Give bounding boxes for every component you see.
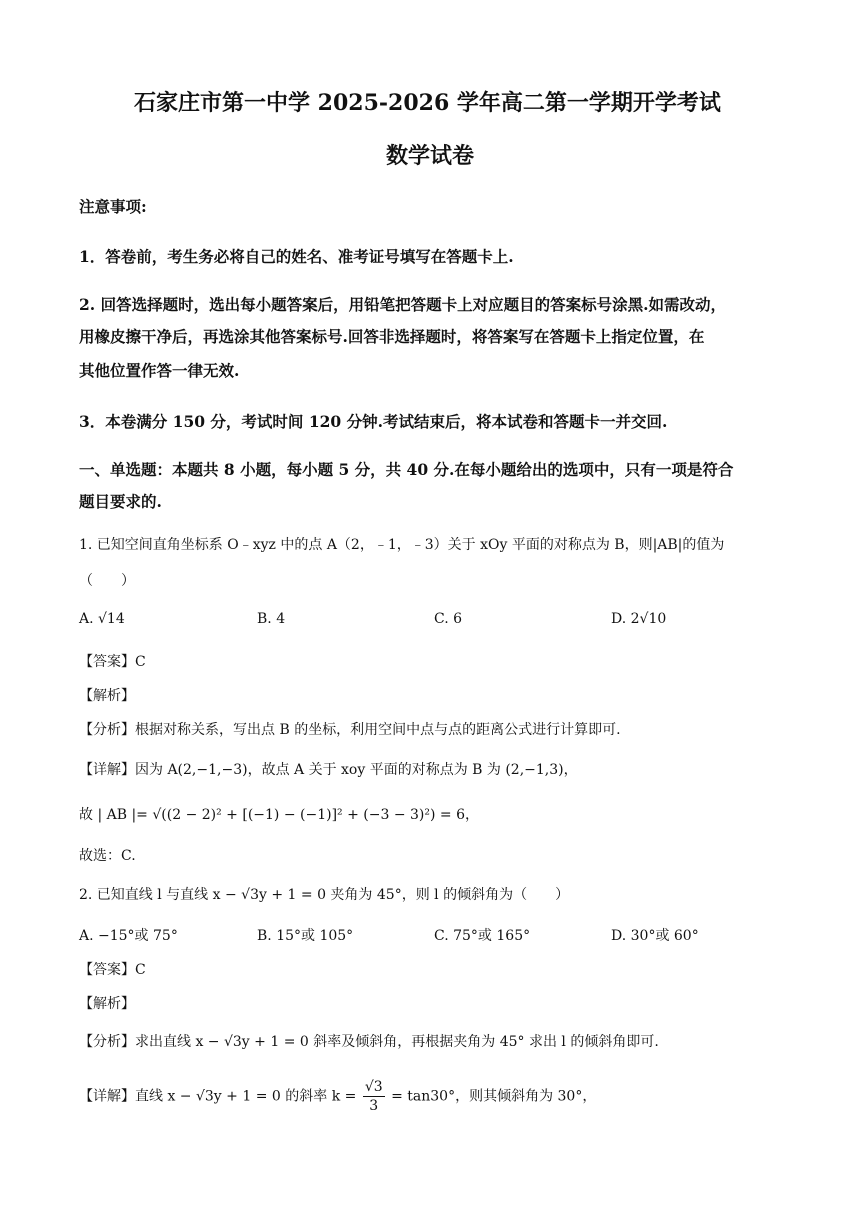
- q2-option-c: C. 75°或 165°: [434, 928, 531, 944]
- q2-detail-pre: 【详解】直线 x − √3y + 1 = 0 的斜率 k =: [79, 1088, 357, 1105]
- q1-option-c: C. 6: [434, 611, 463, 627]
- section-1-line-1: 一、单选题：本题共 8 小题，每小题 5 分，共 40 分.在每小题给出的选项中，只有一项是符合: [79, 460, 734, 479]
- notes-item-3: 3．本卷满分 150 分，考试时间 120 分钟.考试结束后，将本试卷和答题卡一并交回.: [79, 412, 668, 431]
- q1-detail: 【详解】因为 A(2,−1,−3)，故点 A 关于 xoy 平面的对称点为 B 为 (2,−1,3)，: [79, 762, 578, 778]
- q2-analysis-label: 【解析】: [79, 996, 135, 1012]
- q1-answer: 【答案】C: [79, 654, 146, 670]
- notes-item-1: 1．答卷前，考生务必将自己的姓名、准考证号填写在答题卡上.: [79, 247, 514, 266]
- q2-fenxi: 【分析】求出直线 x − √3y + 1 = 0 斜率及倾斜角，再根据夹角为 45° 求出 l 的倾斜角即可.: [79, 1034, 659, 1050]
- q1-paren: （ ）: [79, 573, 135, 589]
- exam-subtitle: 数学试卷: [386, 143, 475, 169]
- exam-title: 石家庄市第一中学 2025-2026 学年高二第一学期开学考试: [134, 90, 721, 116]
- section-1-line-2: 题目要求的.: [79, 492, 162, 511]
- notes-item-2-line-3: 其他位置作答一律无效.: [79, 361, 240, 380]
- q1-calc: 故 | AB |= √((2 − 2)² + [(−1) − (−1)]² + (−3 − 3)²) = 6，: [79, 807, 479, 823]
- q2-option-a: A. −15°或 75°: [79, 928, 178, 944]
- q1-option-b: B. 4: [257, 611, 286, 627]
- q2-slope-fraction: [363, 1078, 385, 1115]
- q1-fenxi: 【分析】根据对称关系，写出点 B 的坐标，利用空间中点与点的距离公式进行计算即可.: [79, 722, 621, 738]
- q1-analysis-label: 【解析】: [79, 688, 135, 704]
- q1-option-a: A. √14: [79, 611, 125, 627]
- notes-item-2-line-1: 2. 回答选择题时，选出每小题答案后，用铅笔把答题卡上对应题目的答案标号涂黑.如需改动，: [79, 295, 726, 314]
- q2-fraction-numerator: √3: [364, 1079, 383, 1095]
- notes-heading: 注意事项:: [79, 197, 147, 216]
- q2-option-d: D. 30°或 60°: [611, 928, 699, 944]
- q2-detail-post: = tan30°，则其倾斜角为 30°，: [391, 1088, 597, 1105]
- q2-option-b: B. 15°或 105°: [257, 928, 354, 944]
- q1-choose: 故选：C.: [79, 848, 136, 864]
- notes-item-2-line-2: 用橡皮擦干净后，再选涂其他答案标号.回答非选择题时，将答案写在答题卡上指定位置，在: [79, 327, 705, 346]
- q2-answer: 【答案】C: [79, 962, 146, 978]
- q1-option-d: D. 2√10: [611, 611, 667, 627]
- q2-stem: 2. 已知直线 l 与直线 x − √3y + 1 = 0 夹角为 45°，则 l 的倾斜角为（ ）: [79, 887, 570, 903]
- q2-detail: [79, 1078, 596, 1115]
- q1-stem: 1. 已知空间直角坐标系 O﹣xyz 中的点 A（2，﹣1，﹣3）关于 xOy 平面的对称点为 B，则|AB|的值为: [79, 537, 725, 553]
- q2-fraction-denominator: 3: [369, 1098, 379, 1114]
